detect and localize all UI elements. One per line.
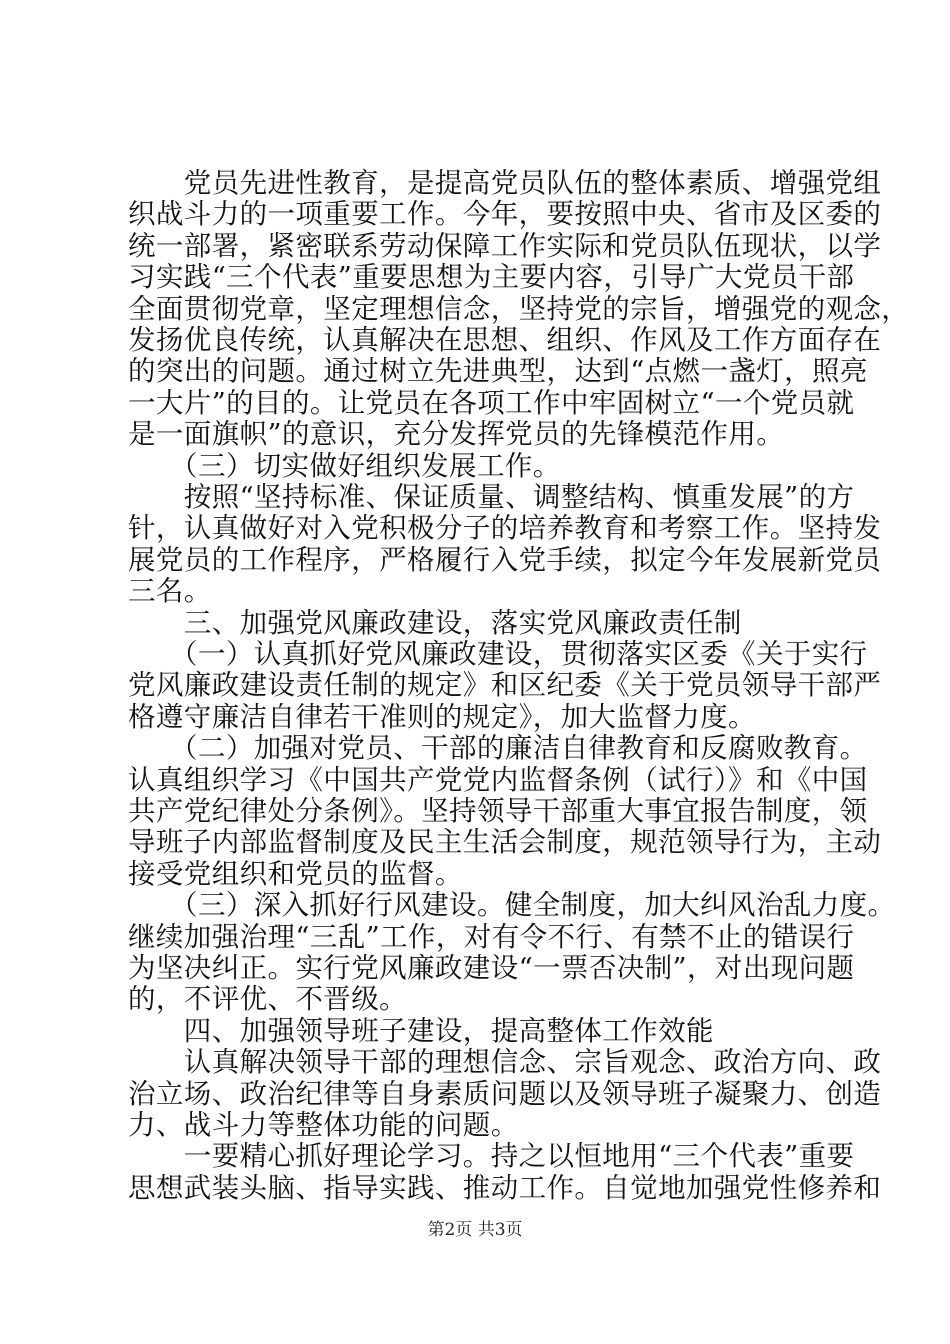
section-heading: 三、加强党风廉政建设，落实党风廉政责任制: [128, 606, 742, 639]
text-line: 力、战斗力等整体功能的问题。: [128, 1109, 519, 1141]
text-line: 为坚决纠正。实行党风廉政建设“一票否决制”，对出现问题: [128, 952, 855, 984]
text-line: 展党员的工作程序，严格履行入党手续，拟定今年发展新党员: [128, 543, 882, 576]
text-line: 治立场、政治纪律等自身素质问题以及领导班子凝聚力、创造: [128, 1077, 882, 1110]
text-line: 三名。: [128, 575, 212, 608]
page-footer: 第2页 共3页: [427, 1220, 523, 1240]
text-line: 认真解决领导干部的理想信念、宗旨观念、政治方向、政: [128, 1046, 882, 1079]
text-line: 发扬优良传统，认真解决在思想、组织、作风及工作方面存在: [128, 324, 882, 356]
text-line: 按照“坚持标准、保证质量、调整结构、慎重发展”的方: [128, 481, 855, 513]
text-line: （三）深入抓好行风建设。健全制度，加大纠风治乱力度。: [128, 889, 896, 922]
text-line: 接受党组织和党员的监督。: [128, 857, 463, 890]
text-line: 一要精心抓好理论学习。持之以恒地用“三个代表”重要: [128, 1140, 855, 1173]
text-line: 是一面旗帜”的意识，充分发挥党员的先锋模范作用。: [128, 418, 785, 451]
text-line: 针，认真做好对入党积极分子的培养教育和考察工作。坚持发: [128, 512, 882, 545]
text-line: 一大片”的目的。让党员在各项工作中牢固树立“一个党员就: [128, 386, 855, 419]
text-line: 的突出的问题。通过树立先进典型，达到“点燃一盏灯，照亮: [128, 355, 868, 388]
text-line: 织战斗力的一项重要工作。今年，要按照中央、省市及区委的: [128, 198, 882, 231]
text-line: 党风廉政建设责任制的规定》和区纪委《关于党员领导干部严: [128, 669, 882, 702]
text-line: 统一部署，紧密联系劳动保障工作实际和党员队伍现状，以学: [128, 229, 882, 262]
text-line: 导班子内部监督制度及民主生活会制度，规范领导行为，主动: [128, 826, 882, 859]
section-heading: 四、加强领导班子建设，提高整体工作效能: [128, 1014, 714, 1047]
text-line: （二）加强对党员、干部的廉洁自律教育和反腐败教育。: [128, 732, 868, 765]
text-line: 全面贯彻党章，坚定理想信念，坚持党的宗旨，增强党的观念，: [128, 292, 910, 325]
section-heading: （三）切实做好组织发展工作。: [128, 449, 561, 482]
text-line: 党员先进性教育，是提高党员队伍的整体素质、增强党组: [128, 167, 882, 199]
text-line: 习实践“三个代表”重要思想为主要内容，引导广大党员干部: [128, 261, 855, 294]
text-line: （一）认真抓好党风廉政建设，贯彻落实区委《关于实行: [128, 638, 868, 670]
text-line: 认真组织学习《中国共产党党内监督条例（试行）》和《中国: [128, 763, 868, 796]
text-line: 继续加强治理“三乱”工作，对有令不行、有禁不止的错误行: [128, 920, 855, 953]
text-line: 格遵守廉洁自律若干准则的规定》，加大监督力度。: [128, 700, 756, 733]
text-line: 思想武装头脑、指导实践、推动工作。自觉地加强党性修养和: [128, 1171, 882, 1204]
text-line: 的，不评优、不晋级。: [128, 983, 407, 1016]
text-line: 共产党纪律处分条例》。坚持领导干部重大事宜报告制度，领: [128, 795, 868, 827]
